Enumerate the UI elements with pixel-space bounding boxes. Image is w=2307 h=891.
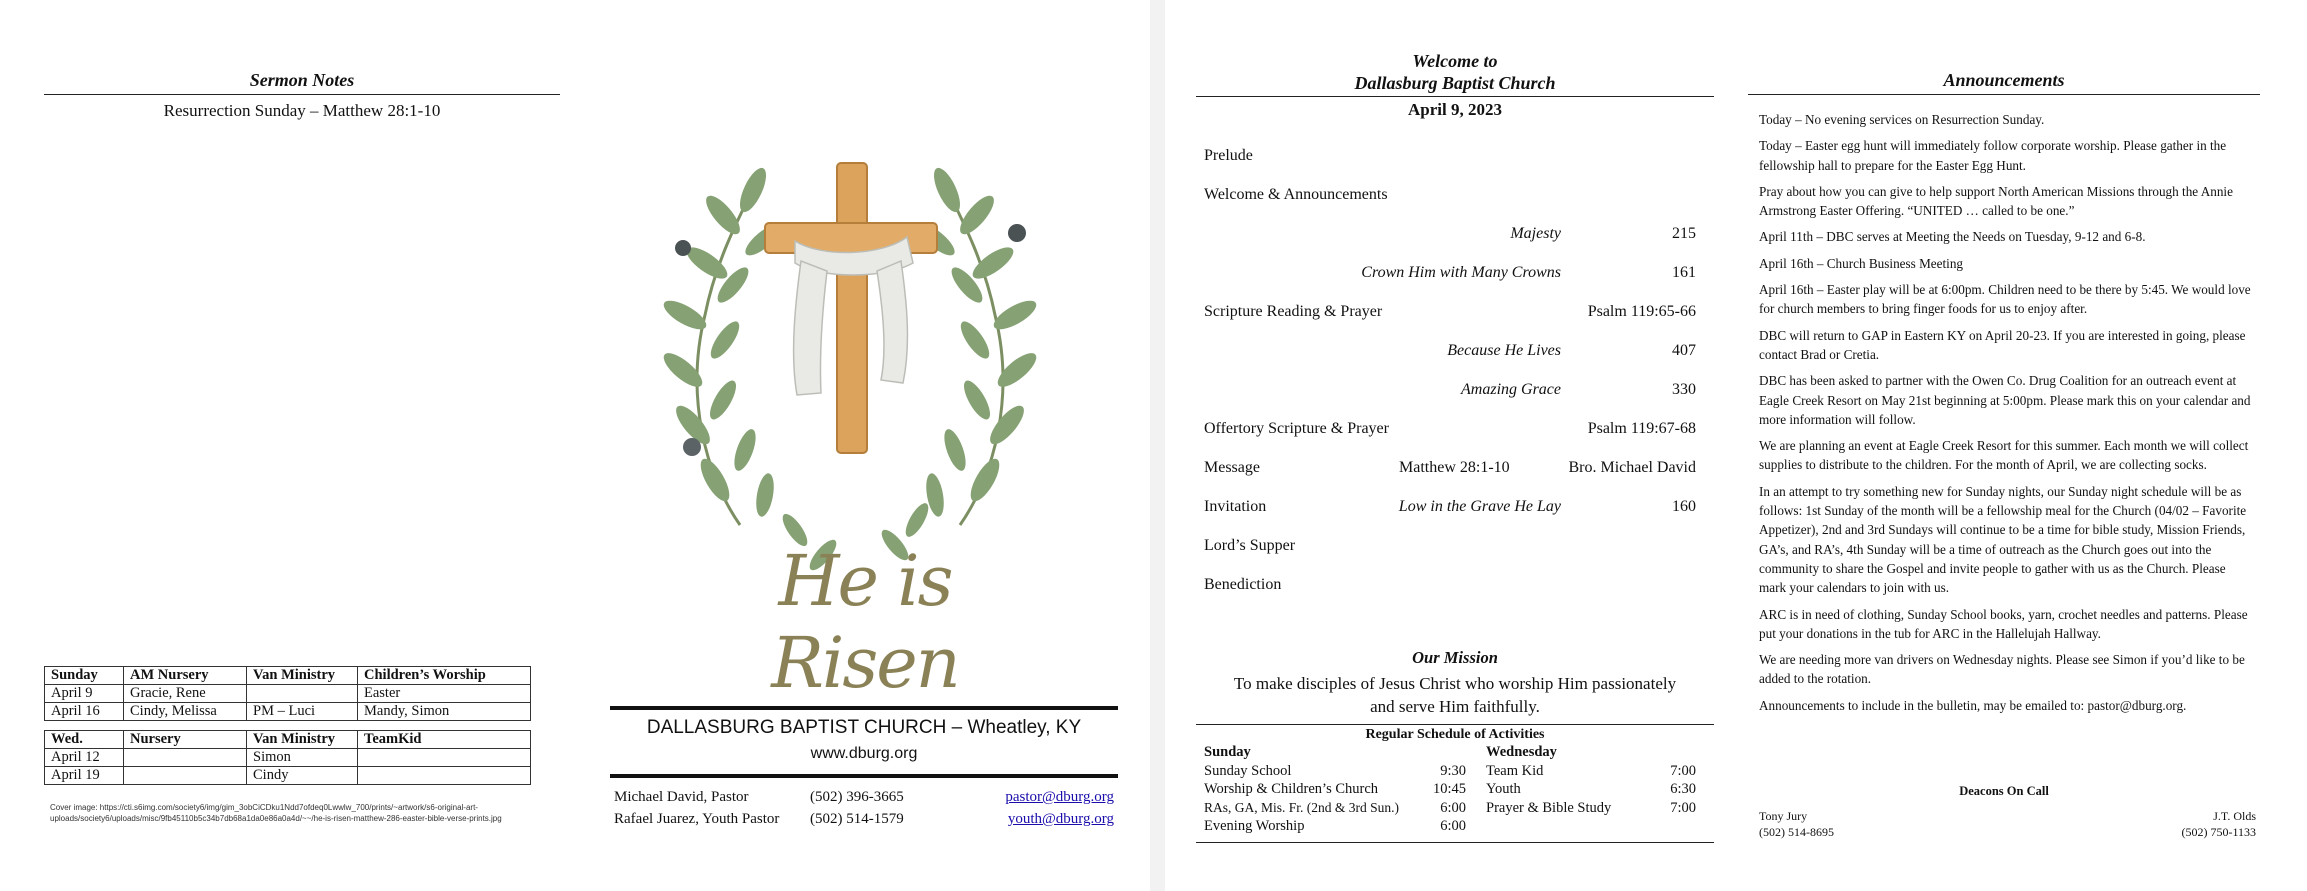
table-header-cell: Nursery: [124, 731, 247, 749]
announcement-item: April 16th – Church Business Meeting: [1759, 255, 1964, 271]
contact-email-link[interactable]: youth@dburg.org: [1007, 811, 1114, 827]
schedule-row: [1204, 817, 1466, 836]
cover-image-credit: Cover image: https://cti.s6img.com/society6/img/gim_3obCiCDku1Ndd7ofdeq0Lwwlw_700/prints/~artwork/s6-original-art-uploads/society6/uploads/misc/9fb45110b5c34b7db68a1da0e86a0a4d/~~/he-is-risen-matthew-286-easter-bible-verse-prints.jpg: [50, 803, 502, 823]
activity-name: Prayer & Bible Study: [1486, 799, 1612, 816]
church-name: DALLASBURG BAPTIST CHURCH – Wheatley, KY: [646, 717, 1082, 738]
table-row: [45, 703, 531, 721]
table-cell: April 16: [45, 703, 124, 721]
service-item-label: Prelude: [1204, 147, 1253, 164]
song-title: Majesty: [1510, 225, 1561, 242]
hymn-number: 161: [1672, 264, 1696, 281]
service-item-supper: [1204, 537, 1696, 559]
scripture-reference: Psalm 119:65-66: [1587, 303, 1696, 320]
deacons-on-call-title: Deacons On Call: [1959, 784, 2049, 798]
table-row: [45, 749, 531, 767]
service-item-label: Welcome & Announcements: [1204, 186, 1388, 203]
table-cell: [358, 767, 531, 785]
hymn-number: 407: [1672, 342, 1696, 359]
schedule-heading-label: Wednesday: [1486, 744, 1557, 760]
table-cell: April 9: [45, 685, 124, 703]
announcement-item: DBC will return to GAP in Eastern KY on April 20-23. If you are interested in going, please contact Brad or Cretia.: [1759, 327, 2246, 362]
right-olive-branch-icon: [915, 164, 1041, 525]
announcement-item: Announcements to include in the bulletin, may be emailed to: pastor@dburg.org.: [1759, 697, 2187, 713]
activity-time: 7:00: [1670, 799, 1696, 816]
activity-name: RAs, GA, Mis. Fr. (2nd & 3rd Sun.): [1204, 799, 1400, 815]
scripture-reference: Psalm 119:67-68: [1587, 420, 1696, 437]
activity-time: 6:00: [1440, 799, 1466, 816]
table-cell: Easter: [358, 685, 531, 703]
table-header-cell: Van Ministry: [247, 667, 358, 685]
divider: [1196, 842, 1714, 843]
table-cell: PM – Luci: [247, 703, 358, 721]
activity-time: 10:45: [1432, 781, 1466, 797]
hymn-number: 215: [1672, 225, 1696, 242]
divider: [1196, 96, 1714, 97]
announcement-item: Today – Easter egg hunt will immediately follow corporate worship. Please gather in the fellowship hall to prepare for the Easter Egg Hunt.: [1759, 138, 2227, 173]
hymn-number: 330: [1672, 381, 1696, 398]
announcement-item: Pray about how you can give to help support North American Missions through the Annie Armstrong Easter Offering. “UNITED … called to be one.”: [1759, 183, 2233, 219]
contact-row-youth-pastor: [614, 811, 1114, 831]
service-item-prelude: [1204, 147, 1696, 169]
service-item-benediction: [1204, 576, 1696, 598]
welcome-title: [1196, 50, 1714, 94]
announcement-item: April 16th – Easter play will be at 6:00pm. Children need to be there by 5:45. We would love for church members to bring finger foods for us to enjoy after.: [1759, 282, 2251, 317]
service-item-label: Scripture Reading & Prayer: [1204, 303, 1383, 320]
announcements-list: [1759, 110, 2253, 722]
table-header-cell: TeamKid: [358, 731, 531, 749]
table-header-row: [45, 667, 531, 685]
activity-time: 7:00: [1670, 762, 1696, 779]
service-item-song: [1204, 264, 1696, 286]
wednesday-schedule: [1486, 743, 1696, 817]
service-item-song: [1204, 342, 1696, 364]
announcement-item: In an attempt to try something new for Sunday nights, our Sunday night schedule will be as follows: 1st Sunday of the month will be a fellowship meal for the Church (04/02 – Favorite Appetizer), 2nd and 3rd Sundays will continue to be a time for bible study, Mission Friends, GA’s, and RA’s, 4th Sunday will be a time of outreach as the Church goes out into the community to share the Gospel and invite people to gather with us as the Church. Please mark your calendars to join with us.: [1759, 483, 2247, 596]
announcement-item: April 11th – DBC serves at Meeting the Needs on Tuesday, 9-12 and 6-8.: [1759, 229, 2146, 245]
mission-statement: To make disciples of Jesus Christ who worship Him passionately and serve Him faithfully.: [1233, 674, 1677, 716]
schedule-heading: [1486, 743, 1696, 762]
sunday-volunteer-table: [44, 666, 531, 721]
speaker-name: Bro. Michael David: [1568, 459, 1696, 476]
deacon-contact: [2156, 808, 2256, 840]
contact-phone: (502) 396-3665: [810, 789, 904, 805]
sunday-schedule: [1204, 743, 1466, 836]
contact-email-link[interactable]: pastor@dburg.org: [1005, 789, 1114, 805]
deacon-contact: [1759, 808, 1834, 840]
activity-name: Evening Worship: [1204, 818, 1305, 834]
schedule-heading: [1204, 743, 1466, 762]
sermon-notes-title: Sermon Notes: [44, 70, 560, 95]
divider: [1196, 724, 1714, 725]
schedule-heading-label: Sunday: [1204, 744, 1251, 760]
page-separator: [1150, 0, 1165, 891]
table-cell: [124, 749, 247, 767]
wednesday-volunteer-table: [44, 730, 531, 785]
schedule-row: [1486, 762, 1696, 781]
announcement-item: We are planning an event at Eagle Creek Resort for this summer. Each month we will collect supplies to distribute to the children. For the month of April, we are collecting socks.: [1759, 438, 2249, 473]
table-cell: April 19: [45, 767, 124, 785]
activity-time: 6:00: [1440, 818, 1466, 834]
activity-name: Youth: [1486, 781, 1521, 797]
service-item-invitation: [1204, 498, 1696, 520]
schedule-row: [1204, 780, 1466, 799]
table-header-row: [45, 731, 531, 749]
activity-name: Worship & Children’s Church: [1204, 781, 1379, 797]
table-row: [45, 685, 531, 703]
divider: [610, 774, 1118, 778]
contact-row-pastor: [614, 789, 1114, 809]
deacon-name: Tony Jury: [1759, 809, 1808, 823]
hymn-number: 160: [1672, 498, 1696, 515]
table-cell: Simon: [247, 749, 358, 767]
contact-phone: (502) 514-1579: [810, 811, 904, 827]
song-title: Crown Him with Many Crowns: [1361, 264, 1561, 281]
schedule-row: [1486, 799, 1696, 818]
service-item-offertory: [1204, 420, 1696, 442]
table-cell: Cindy: [247, 767, 358, 785]
scripture-reference: Matthew 28:1-10: [1399, 459, 1510, 476]
schedule-row: [1204, 799, 1466, 818]
song-title: Low in the Grave He Lay: [1398, 498, 1561, 515]
table-header-cell: Children’s Worship: [358, 667, 531, 685]
cross-icon: [765, 163, 937, 453]
divider: [610, 706, 1118, 710]
church-website: www.dburg.org: [810, 745, 918, 762]
service-date: April 9, 2023: [1408, 100, 1502, 119]
activity-time: 6:30: [1670, 781, 1696, 797]
service-item-song: [1204, 381, 1696, 403]
service-item-label: Benediction: [1204, 576, 1282, 593]
table-cell: Cindy, Melissa: [124, 703, 247, 721]
table-cell: [358, 749, 531, 767]
schedule-row: [1204, 762, 1466, 781]
table-cell: April 12: [45, 749, 124, 767]
table-row: [45, 767, 531, 785]
welcome-title-line2: Dallasburg Baptist Church: [1354, 73, 1556, 93]
service-item-song: [1204, 225, 1696, 247]
table-header-cell: Sunday: [45, 667, 124, 685]
service-item-welcome: [1204, 186, 1696, 208]
deacon-phone: (502) 514-8695: [1759, 825, 1834, 839]
table-cell: Mandy, Simon: [358, 703, 531, 721]
activity-time: 9:30: [1440, 762, 1466, 779]
sermon-notes-subtitle: Resurrection Sunday – Matthew 28:1-10: [163, 101, 441, 120]
announcement-item: Today – No evening services on Resurrection Sunday.: [1759, 112, 2045, 127]
service-item-label: Lord’s Supper: [1204, 537, 1296, 554]
left-olive-branch-icon: [659, 164, 785, 525]
song-title: Because He Lives: [1447, 342, 1561, 359]
service-item-label: Message: [1204, 459, 1260, 476]
announcement-item: We are needing more van drivers on Wednesday nights. Please see Simon if you’d like to be added to the rotation.: [1759, 652, 2245, 687]
service-item-message: [1204, 459, 1696, 481]
announcement-item: ARC is in need of clothing, Sunday School books, yarn, crochet needles and patterns. Please put your donations in the tub for ARC in the Hallelujah Hallway.: [1759, 606, 2248, 641]
table-cell: Gracie, Rene: [124, 685, 247, 703]
schedule-row: [1486, 780, 1696, 799]
service-item-label: Invitation: [1204, 498, 1267, 515]
table-header-cell: Wed.: [45, 731, 124, 749]
activity-name: Sunday School: [1204, 762, 1292, 779]
table-cell: [124, 767, 247, 785]
he-is-risen-headline: He is Risen: [771, 540, 959, 704]
table-header-cell: Van Ministry: [247, 731, 358, 749]
welcome-title-line1: Welcome to: [1412, 51, 1498, 71]
deacon-phone: (502) 750-1133: [2181, 825, 2256, 839]
activity-name: Team Kid: [1486, 762, 1544, 779]
table-cell: [247, 685, 358, 703]
contact-name: Michael David, Pastor: [614, 789, 749, 805]
announcements-title: Announcements: [1748, 70, 2260, 95]
announcement-item: DBC has been asked to partner with the Owen Co. Drug Coalition for an outreach event at Eagle Creek Resort on May 21st beginning at 5:00pm. Please mark this on your calendar and more information will follow.: [1759, 373, 2251, 427]
service-item-scripture: [1204, 303, 1696, 325]
mission-title: Our Mission: [1412, 648, 1498, 667]
table-header-cell: AM Nursery: [124, 667, 247, 685]
deacon-name: J.T. Olds: [2213, 809, 2256, 823]
service-item-label: Offertory Scripture & Prayer: [1204, 420, 1389, 437]
contact-name: Rafael Juarez, Youth Pastor: [614, 811, 780, 827]
bulletin-outer-page: [0, 0, 1150, 891]
song-title: Amazing Grace: [1461, 381, 1561, 398]
schedule-title: Regular Schedule of Activities: [1365, 727, 1545, 742]
